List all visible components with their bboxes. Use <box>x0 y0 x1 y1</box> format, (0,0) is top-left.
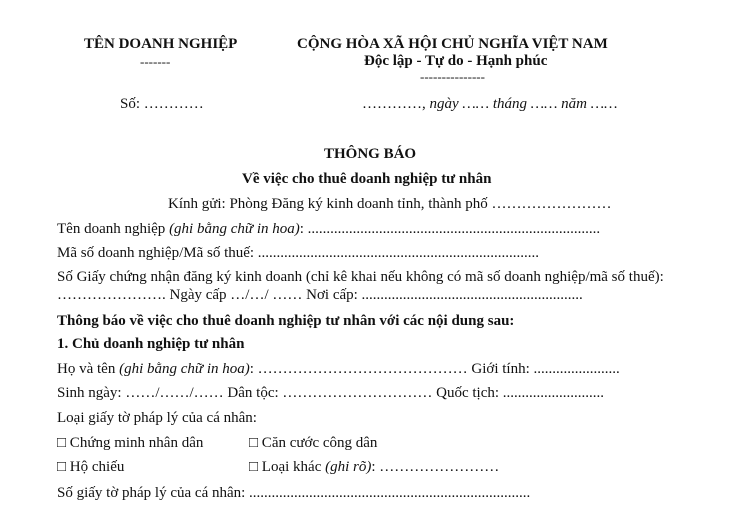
owner-name-label: Họ và tên <box>57 361 120 377</box>
owner-dob-field: Sinh ngày: ……/……/…… Dân tộc: ………………………… Quốc tịch: ........................... <box>57 385 605 401</box>
national-motto: Độc lập - Tự do - Hạnh phúc <box>364 53 548 69</box>
company-name-fill: : .............................................................................. <box>299 221 601 237</box>
tax-code-field: Mã số doanh nghiệp/Mã số thuế: ........................................................................... <box>57 245 540 261</box>
company-divider: ------- <box>140 54 171 69</box>
date-place: …………, <box>362 96 430 112</box>
company-name-label: Tên doanh nghiệp <box>57 221 170 237</box>
checkbox-other[interactable] <box>249 459 499 476</box>
company-name-field <box>57 221 600 238</box>
document-subject: Về việc cho thuê doanh nghiệp tư nhân <box>242 171 492 187</box>
checkbox-citizen-id[interactable]: □ Căn cước công dân <box>249 435 378 451</box>
owner-name-fill: : …………………………………… Giới tính: ....................... <box>249 361 620 377</box>
document-title: THÔNG BÁO <box>324 146 417 162</box>
owner-name-hint: (ghi bằng chữ in hoa) <box>119 361 250 377</box>
recipient-line: Kính gửi: Phòng Đăng ký kinh doanh tỉnh, thành phố …………………… <box>168 196 612 212</box>
company-name-header: TÊN DOANH NGHIỆP <box>84 36 238 52</box>
checkbox-id-card[interactable]: □ Chứng minh nhân dân <box>57 435 204 451</box>
certificate-date-field: …………………. Ngày cấp …/…/ …… Nơi cấp: ........................................................... <box>57 287 583 303</box>
motto-divider: --------------- <box>420 69 485 84</box>
checkbox-other-label: □ Loại khác <box>249 459 326 475</box>
date-line <box>362 96 617 113</box>
checkbox-passport[interactable]: □ Hộ chiếu <box>57 459 125 475</box>
certificate-field: Số Giấy chứng nhận đăng ký kinh doanh (chỉ kê khai nếu không có mã số doanh nghiệp/mã số thuế): <box>57 269 664 285</box>
id-number-field: Số giấy tờ pháp lý của cá nhân: ........................................................................... <box>57 485 531 501</box>
notice-heading: Thông báo về việc cho thuê doanh nghiệp tư nhân với các nội dung sau: <box>57 313 515 329</box>
country-name: CỘNG HÒA XÃ HỘI CHỦ NGHĨA VIỆT NAM <box>297 36 608 52</box>
section-1-heading: 1. Chủ doanh nghiệp tư nhân <box>57 336 245 352</box>
checkbox-other-fill: : …………………… <box>371 459 500 475</box>
document-number: Số: ………… <box>120 96 204 112</box>
company-name-hint: (ghi bằng chữ in hoa) <box>169 221 300 237</box>
owner-name-field <box>57 361 620 378</box>
date-text: ngày …… tháng …… năm …… <box>429 96 618 112</box>
checkbox-other-hint: (ghi rõ) <box>325 459 372 475</box>
id-type-label: Loại giấy tờ pháp lý của cá nhân: <box>57 410 257 426</box>
